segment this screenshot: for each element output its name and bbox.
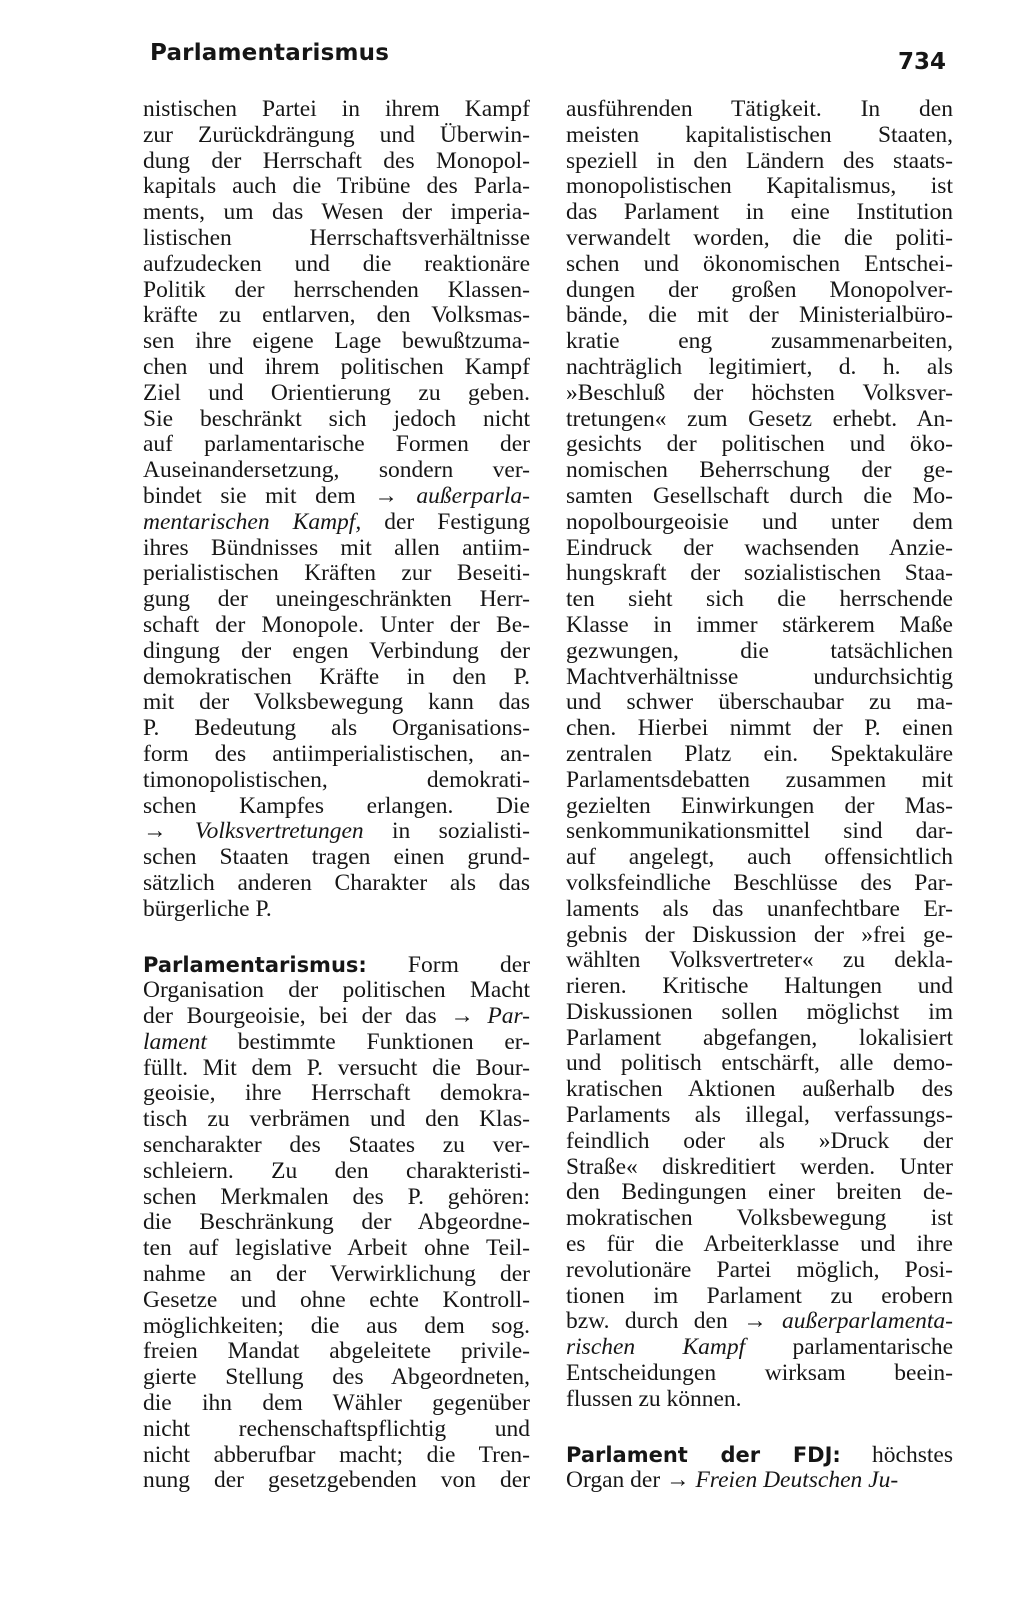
text-line: sätzlich anderen Charakter als das: [143, 870, 530, 896]
text-line: mokratischen Volksbewegung ist: [566, 1206, 953, 1232]
running-title: Parlamentarismus: [150, 40, 390, 66]
text-line: schen Staaten tragen einen grund-: [143, 845, 530, 871]
text-line: gierte Stellung des Abgeordneten,: [143, 1365, 530, 1391]
text-fragment: der Bourgeoisie, bei der das →: [143, 1004, 488, 1030]
text-line: samten Gesellschaft durch die Mo-: [566, 483, 953, 509]
text-line: gesichts der politischen und öko-: [566, 432, 953, 458]
text-line: freien Mandat abgeleitete privile-: [143, 1339, 530, 1365]
text-line: nomischen Beherrschung der ge-: [566, 458, 953, 484]
text-line: meisten kapitalistischen Staaten,: [566, 122, 953, 148]
text-line: Diskussionen sollen möglichst im: [566, 999, 953, 1025]
text-line: dungen der großen Monopolver-: [566, 277, 953, 303]
text-fragment: Organ der →: [566, 1467, 696, 1494]
text-fragment: parlamentarische: [745, 1335, 953, 1361]
text-line: die Beschränkung der Abgeordne-: [143, 1210, 530, 1236]
text-line: Entscheidungen wirksam beein-: [566, 1361, 953, 1387]
text-line: Machtverhältnisse undurchsichtig: [566, 664, 953, 690]
text-line: perialistischen Kräften zur Beseiti-: [143, 561, 530, 587]
text-line: bände, die mit der Ministerialbüro-: [566, 303, 953, 329]
text-line: das Parlament in eine Institution: [566, 200, 953, 226]
text-line: möglichkeiten; die aus dem sog.: [143, 1313, 530, 1339]
text-line: auf parlamentarische Formen der: [143, 432, 530, 458]
text-line: »Beschluß der höchsten Volksver-: [566, 380, 953, 406]
text-line: kratischen Aktionen außerhalb des: [566, 1077, 953, 1103]
text-line: Organisation der politischen Macht: [143, 978, 530, 1004]
text-line: nung der gesetzgebenden von der: [143, 1468, 530, 1494]
text-line: und politisch entschärft, alle demo-: [566, 1051, 953, 1077]
paragraph-gap: [566, 1413, 953, 1443]
text-line: wählten Volksvertreter« zu dekla-: [566, 948, 953, 974]
text-line: [566, 1468, 953, 1494]
text-line: und schwer überschaubar zu ma-: [566, 690, 953, 716]
text-line: [143, 484, 530, 510]
text-line: mit der Volksbewegung kann das: [143, 690, 530, 716]
text-line: volksfeindliche Beschlüsse des Par-: [566, 870, 953, 896]
text-fragment: Form der: [366, 952, 530, 978]
text-line: Gesetze und ohne echte Kontroll-: [143, 1287, 530, 1313]
text-line: [143, 1030, 530, 1056]
text-line: Ziel und Orientierung zu geben.: [143, 380, 530, 406]
text-line: speziell in den Ländern des staats-: [566, 148, 953, 174]
text-line: aufzudecken und die reaktionäre: [143, 251, 530, 277]
entry-keyword: Parlament der FDJ:: [566, 1442, 841, 1467]
text-line: Straße« diskreditiert werden. Unter: [566, 1154, 953, 1180]
text-line: die ihn dem Wähler gegenüber: [143, 1391, 530, 1417]
text-line: Parlaments als illegal, verfassungs-: [566, 1103, 953, 1129]
text-line: bürgerliche P.: [143, 895, 272, 922]
text-line: dingung der engen Verbindung der: [143, 638, 530, 664]
text-line: zur Zurückdrängung und Überwin-: [143, 122, 530, 148]
text-line: tretungen« zum Gesetz erhebt. An-: [566, 406, 953, 432]
text-line: monopolistischen Kapitalismus, ist: [566, 174, 953, 200]
text-line: Politik der herrschenden Klassen-: [143, 277, 530, 303]
text-line: [566, 1335, 953, 1361]
text-line: schen und ökonomischen Entschei-: [566, 251, 953, 277]
text-line: timonopolistischen, demokrati-: [143, 767, 530, 793]
cross-reference-link[interactable]: mentarischen Kampf,: [143, 509, 362, 535]
entry-heading-line: [566, 1443, 953, 1469]
text-fragment: in sozialisti-: [363, 819, 530, 845]
text-line: schen Merkmalen des P. gehören:: [143, 1184, 530, 1210]
text-line: ausführenden Tätigkeit. In den: [566, 97, 953, 122]
cross-reference-link[interactable]: lament: [143, 1029, 207, 1055]
text-line: gebnis der Diskussion der »frei ge-: [566, 922, 953, 948]
text-line: den Bedingungen einer breiten de-: [566, 1180, 953, 1206]
text-line: demokratischen Kräfte in den P.: [143, 664, 530, 690]
text-fragment: bzw. durch den →: [566, 1309, 782, 1335]
text-line: sen ihre eigene Lage bewußtzuma-: [143, 329, 530, 355]
text-line: [143, 819, 530, 845]
entry-heading-line: [143, 953, 530, 979]
text-line: ten auf legislative Arbeit ohne Teil-: [143, 1236, 530, 1262]
right-column: [566, 97, 953, 1494]
text-line: flussen zu können.: [566, 1385, 742, 1412]
text-line: tisch zu verbrämen und den Klas-: [143, 1107, 530, 1133]
text-line: nachträglich legitimiert, d. h. als: [566, 354, 953, 380]
text-line: nicht abberufbar macht; die Tren-: [143, 1442, 530, 1468]
page-number: 734: [898, 49, 947, 75]
text-line: schaft der Monopole. Unter der Be-: [143, 612, 530, 638]
text-line: geoisie, ihre Herrschaft demokra-: [143, 1081, 530, 1107]
cross-reference-link[interactable]: rischen Kampf: [566, 1335, 746, 1361]
left-column: [143, 97, 530, 1494]
text-fragment: →: [143, 819, 195, 845]
text-line: kräfte zu entlarven, den Volksmas-: [143, 303, 530, 329]
text-line: ihres Bündnisses mit allen antiim-: [143, 535, 530, 561]
text-line: nahme an der Verwirklichung der: [143, 1262, 530, 1288]
text-line: schen Kampfes erlangen. Die: [143, 793, 530, 819]
text-line: [566, 1309, 953, 1335]
text-line: auf angelegt, auch offensichtlich: [566, 845, 953, 871]
text-line: schleiern. Zu den charakteristi-: [143, 1158, 530, 1184]
text-line: gezielten Einwirkungen der Mas-: [566, 793, 953, 819]
text-fragment: der Festigung: [361, 509, 530, 535]
text-line: P. Bedeutung als Organisations-: [143, 716, 530, 742]
text-line: revolutionäre Partei möglich, Posi-: [566, 1257, 953, 1283]
text-line: füllt. Mit dem P. versucht die Bour-: [143, 1055, 530, 1081]
text-line: gung der uneingeschränkten Herr-: [143, 587, 530, 613]
text-line: Auseinandersetzung, sondern ver-: [143, 458, 530, 484]
text-line: Parlamentsdebatten zusammen mit: [566, 767, 953, 793]
text-line: [143, 1004, 530, 1030]
text-line: zentralen Platz ein. Spektakuläre: [566, 741, 953, 767]
cross-reference-link[interactable]: Freien Deutschen Ju-: [695, 1467, 899, 1494]
text-line: hungskraft der sozialistischen Staa-: [566, 561, 953, 587]
text-line: ments, um das Wesen der imperia-: [143, 200, 530, 226]
text-line: chen und ihrem politischen Kampf: [143, 354, 530, 380]
text-line: nopolbourgeoisie und unter dem: [566, 509, 953, 535]
text-line: listischen Herrschaftsverhältnisse: [143, 225, 530, 251]
text-line: [143, 510, 530, 536]
text-fragment: bestimmte Funktionen er-: [206, 1029, 530, 1055]
text-line: nicht rechenschaftspflichtig und: [143, 1416, 530, 1442]
text-line: laments als das unanfechtbare Er-: [566, 896, 953, 922]
entry-keyword: Parlamentarismus:: [143, 952, 367, 977]
text-line: chen. Hierbei nimmt der P. einen: [566, 716, 953, 742]
text-line: Klasse in immer stärkerem Maße: [566, 612, 953, 638]
text-line: form des antiimperialistischen, an-: [143, 741, 530, 767]
cross-reference-link[interactable]: Par-: [487, 1004, 530, 1030]
cross-reference-link[interactable]: Volksvertretungen: [194, 819, 364, 845]
paragraph-gap: [143, 923, 530, 953]
text-line: verwandelt worden, die die politi-: [566, 225, 953, 251]
text-fragment: höchstes: [840, 1442, 953, 1468]
text-line: nistischen Partei in ihrem Kampf: [143, 97, 530, 122]
text-line: Sie beschränkt sich jedoch nicht: [143, 406, 530, 432]
text-line: gezwungen, die tatsächlichen: [566, 638, 953, 664]
text-line: sencharakter des Staates zu ver-: [143, 1133, 530, 1159]
text-line: feindlich oder als »Druck der: [566, 1128, 953, 1154]
text-line: Eindruck der wachsenden Anzie-: [566, 535, 953, 561]
text-fragment: bindet sie mit dem →: [143, 483, 417, 509]
cross-reference-link[interactable]: außerparlamenta-: [781, 1309, 953, 1335]
text-line: ten sieht sich die herrschende: [566, 587, 953, 613]
text-line: dung der Herrschaft des Monopol-: [143, 148, 530, 174]
text-line: Parlament abgefangen, lokalisiert: [566, 1025, 953, 1051]
text-line: kratie eng zusammenarbeiten,: [566, 329, 953, 355]
text-line: tionen im Parlament zu erobern: [566, 1283, 953, 1309]
text-line: rieren. Kritische Haltungen und: [566, 974, 953, 1000]
text-line: kapitals auch die Tribüne des Parla-: [143, 174, 530, 200]
text-line: es für die Arbeiterklasse und ihre: [566, 1232, 953, 1258]
cross-reference-link[interactable]: außerparla-: [416, 483, 530, 509]
text-line: senkommunikationsmittel sind dar-: [566, 819, 953, 845]
